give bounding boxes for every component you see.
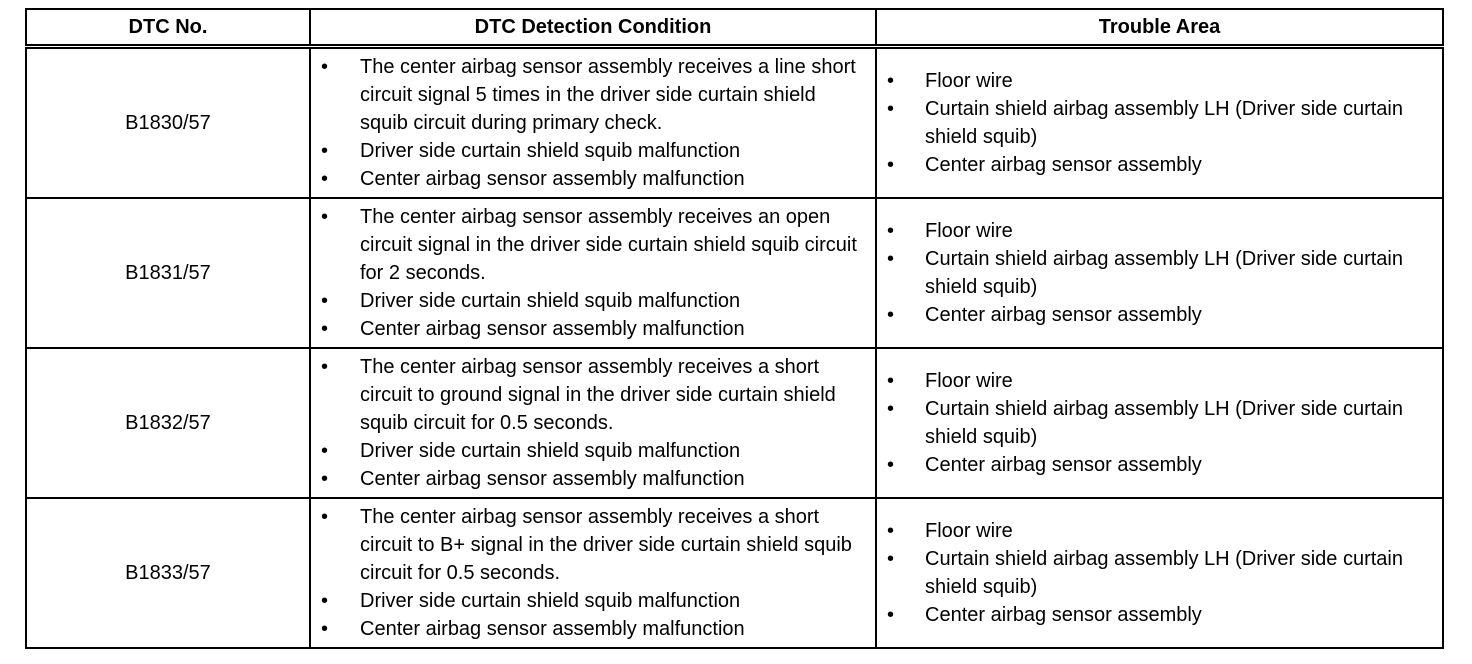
list-item-text: Floor wire xyxy=(925,220,1013,242)
list-item-text: Floor wire xyxy=(925,370,1013,392)
bullet-icon: • xyxy=(887,520,895,542)
trouble-area-cell xyxy=(876,348,1443,498)
bullet-icon: • xyxy=(887,98,895,120)
condition-list xyxy=(311,353,875,493)
list-item-text: Driver side curtain shield squib malfunction xyxy=(360,440,741,462)
header-row xyxy=(26,9,1443,47)
dtc-code-cell: B1832/57 xyxy=(26,348,310,498)
dtc-code-cell: B1831/57 xyxy=(26,198,310,348)
bullet-icon: • xyxy=(887,154,895,176)
header-dtc-no: DTC No. xyxy=(26,9,310,47)
header-detection-condition: DTC Detection Condition xyxy=(310,9,876,47)
trouble-area-item xyxy=(877,67,1442,95)
table-row xyxy=(26,198,1443,348)
list-item-text: Center airbag sensor assembly malfunction xyxy=(360,168,745,190)
condition-item xyxy=(311,437,875,465)
list-item-text: Center airbag sensor assembly malfunction xyxy=(360,618,745,640)
list-item-text: The center airbag sensor assembly receives an open circuit signal in the driver side curtain shield squib circuit for 2 seconds. xyxy=(360,206,857,284)
bullet-icon: • xyxy=(321,56,329,78)
trouble-area-item xyxy=(877,451,1442,479)
detection-condition-cell xyxy=(310,498,876,648)
bullet-icon: • xyxy=(321,440,329,462)
list-item-text: Curtain shield airbag assembly LH (Driver side curtain shield squib) xyxy=(925,248,1403,298)
list-item-text: Center airbag sensor assembly malfunction xyxy=(360,318,745,340)
detection-condition-cell xyxy=(310,198,876,348)
condition-list xyxy=(311,53,875,193)
bullet-icon: • xyxy=(321,506,329,528)
condition-item xyxy=(311,315,875,343)
trouble-area-list xyxy=(877,217,1442,329)
bullet-icon: • xyxy=(887,304,895,326)
table-header xyxy=(26,9,1443,47)
trouble-area-item xyxy=(877,517,1442,545)
trouble-area-item xyxy=(877,545,1442,601)
bullet-icon: • xyxy=(887,604,895,626)
table-row xyxy=(26,348,1443,498)
condition-list xyxy=(311,503,875,643)
bullet-icon: • xyxy=(321,168,329,190)
list-item-text: Floor wire xyxy=(925,520,1013,542)
list-item-text: Driver side curtain shield squib malfunction xyxy=(360,140,741,162)
list-item-text: The center airbag sensor assembly receives a line short circuit signal 5 times in the driver side curtain shield squib circuit during primary check. xyxy=(360,56,856,134)
bullet-icon: • xyxy=(321,356,329,378)
table-row xyxy=(26,47,1443,199)
detection-condition-cell xyxy=(310,348,876,498)
list-item-text: Center airbag sensor assembly xyxy=(925,604,1202,626)
condition-list xyxy=(311,203,875,343)
list-item-text: Curtain shield airbag assembly LH (Driver side curtain shield squib) xyxy=(925,98,1403,148)
trouble-area-list xyxy=(877,517,1442,629)
list-item-text: Curtain shield airbag assembly LH (Driver side curtain shield squib) xyxy=(925,398,1403,448)
bullet-icon: • xyxy=(887,398,895,420)
detection-condition-cell xyxy=(310,47,876,199)
list-item-text: Curtain shield airbag assembly LH (Driver side curtain shield squib) xyxy=(925,548,1403,598)
condition-item xyxy=(311,137,875,165)
trouble-area-cell xyxy=(876,498,1443,648)
bullet-icon: • xyxy=(887,454,895,476)
condition-item xyxy=(311,165,875,193)
dtc-code-cell: B1830/57 xyxy=(26,47,310,199)
trouble-area-cell xyxy=(876,47,1443,199)
list-item-text: Center airbag sensor assembly xyxy=(925,304,1202,326)
bullet-icon: • xyxy=(321,618,329,640)
list-item-text: The center airbag sensor assembly receives a short circuit to B+ signal in the driver side curtain shield squib circuit for 0.5 seconds. xyxy=(360,506,852,584)
bullet-icon: • xyxy=(887,370,895,392)
trouble-area-item xyxy=(877,367,1442,395)
condition-item xyxy=(311,203,875,287)
trouble-area-item xyxy=(877,395,1442,451)
trouble-area-item xyxy=(877,151,1442,179)
trouble-area-list xyxy=(877,67,1442,179)
condition-item xyxy=(311,353,875,437)
bullet-icon: • xyxy=(321,140,329,162)
trouble-area-list xyxy=(877,367,1442,479)
bullet-icon: • xyxy=(321,468,329,490)
list-item-text: Center airbag sensor assembly xyxy=(925,154,1202,176)
bullet-icon: • xyxy=(887,248,895,270)
condition-item xyxy=(311,287,875,315)
header-trouble-area: Trouble Area xyxy=(876,9,1443,47)
trouble-area-item xyxy=(877,245,1442,301)
bullet-icon: • xyxy=(887,70,895,92)
bullet-icon: • xyxy=(887,548,895,570)
table-body xyxy=(26,47,1443,649)
bullet-icon: • xyxy=(321,206,329,228)
condition-item xyxy=(311,465,875,493)
bullet-icon: • xyxy=(321,318,329,340)
trouble-area-item xyxy=(877,301,1442,329)
list-item-text: Driver side curtain shield squib malfunction xyxy=(360,590,741,612)
list-item-text: Floor wire xyxy=(925,70,1013,92)
table-row xyxy=(26,498,1443,648)
condition-item xyxy=(311,615,875,643)
list-item-text: Center airbag sensor assembly xyxy=(925,454,1202,476)
trouble-area-cell xyxy=(876,198,1443,348)
list-item-text: Center airbag sensor assembly malfunction xyxy=(360,468,745,490)
dtc-code-cell: B1833/57 xyxy=(26,498,310,648)
condition-item xyxy=(311,53,875,137)
trouble-area-item xyxy=(877,601,1442,629)
condition-item xyxy=(311,587,875,615)
list-item-text: Driver side curtain shield squib malfunction xyxy=(360,290,741,312)
list-item-text: The center airbag sensor assembly receives a short circuit to ground signal in the driver side curtain shield squib circuit for 0.5 seconds. xyxy=(360,356,836,434)
bullet-icon: • xyxy=(887,220,895,242)
condition-item xyxy=(311,503,875,587)
trouble-area-item xyxy=(877,95,1442,151)
trouble-area-item xyxy=(877,217,1442,245)
bullet-icon: • xyxy=(321,590,329,612)
dtc-table xyxy=(25,8,1444,649)
bullet-icon: • xyxy=(321,290,329,312)
